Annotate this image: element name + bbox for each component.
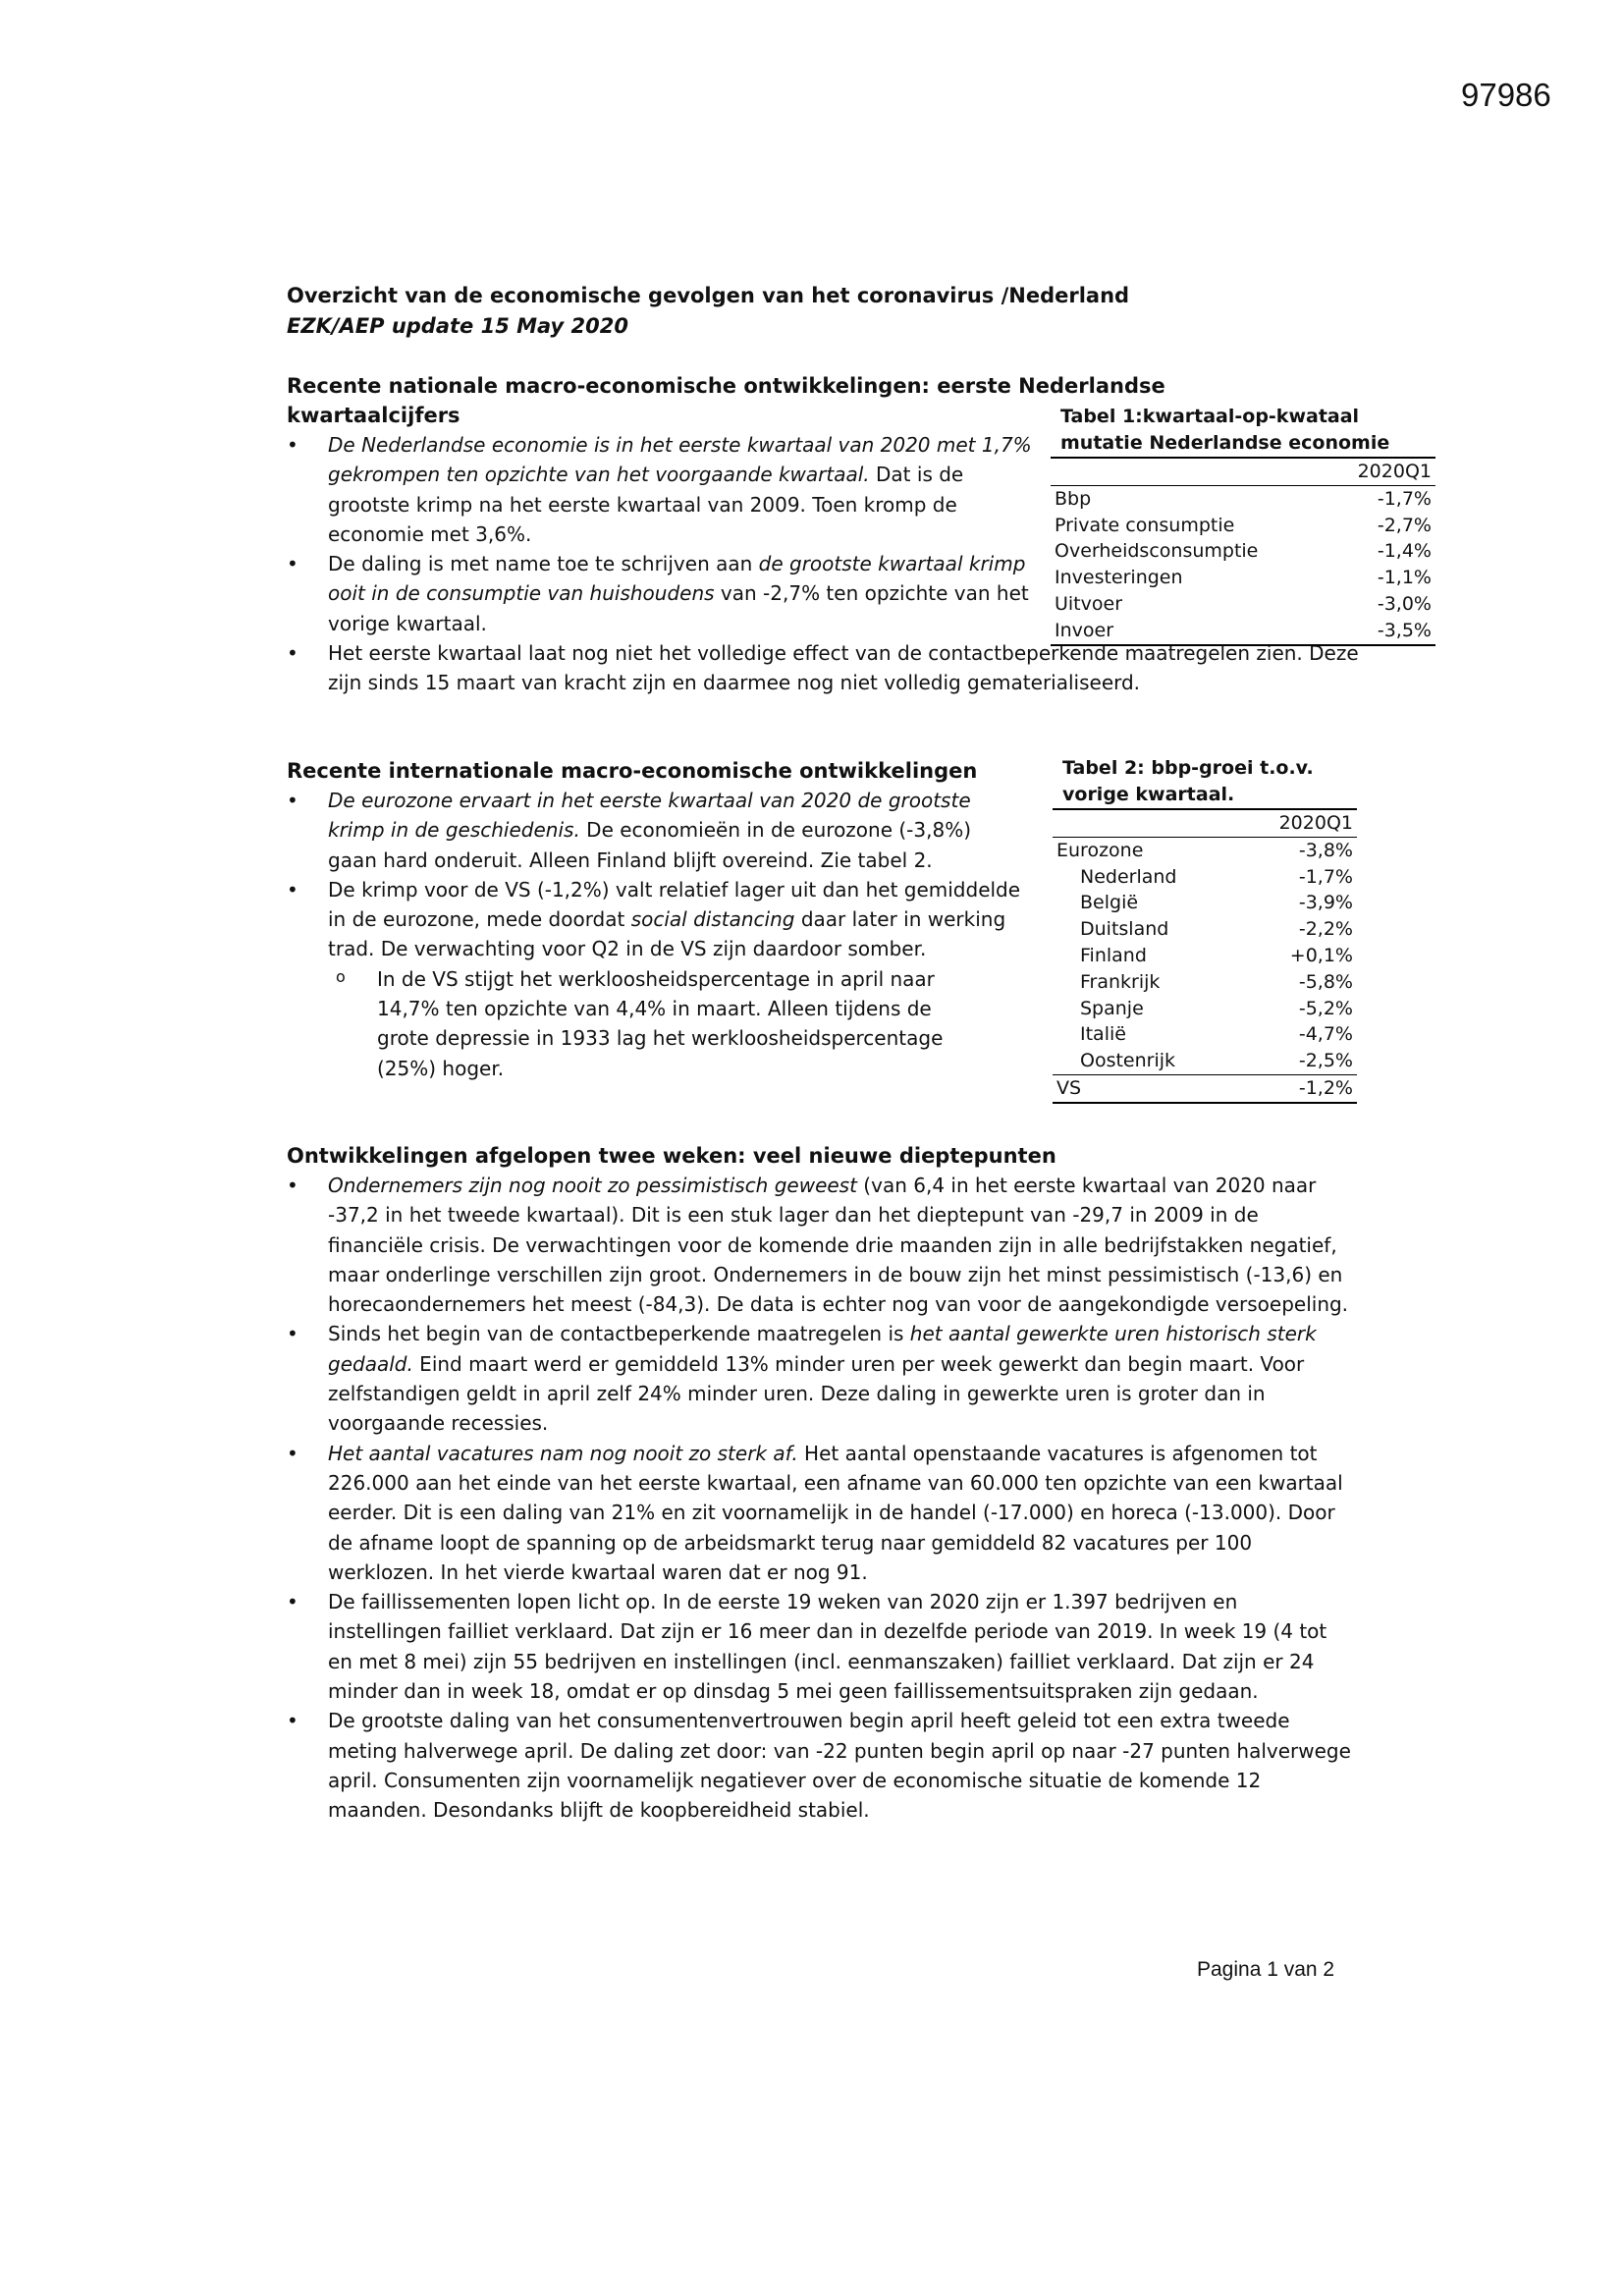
table-2 [1053,755,1357,1104]
table-row: Eurozone -3,8% [1056,839,1353,861]
table-row: Oostenrijk -2,5% [1080,1050,1353,1072]
section-international-heading: Recente internationale macro-economische ontwikkelingen [287,759,978,783]
section-recent-weeks [287,1141,1357,1826]
table-row: Bbp -1,7% [1055,487,1432,510]
list-item: • Het eerste kwartaal laat nog niet het volledige effect van de contactbeperkende maatregelen zien. Deze zijn sinds 15 maart van kracht zijn en daarmee nog niet volledig gematerialiseerd. [287,638,1359,698]
list-item: • De krimp voor de VS (-1,2%) valt relatief lager uit dan het gemiddelde in de eurozone, mede doordat social distancing daar later in werking trad. De verwachting voor Q2 in de VS zijn daardoor somber. o In de VS stijgt het werkloosheidspercentage in april naar 14,7% ten opzichte van 4,4% in maart. Alleen tijdens de grote depressie in 1933 lag het werkloosheidspercentage (25%) hoger. [287,875,1025,1083]
table-row: Italië -4,7% [1080,1023,1353,1046]
section-recent-weeks-bullets [287,1171,1357,1826]
table-1 [1051,404,1435,646]
document-title: Overzicht van de economische gevolgen van het coronavirus /Nederland [287,284,1130,307]
list-item: • Het aantal vacatures nam nog nooit zo sterk af. Het aantal openstaande vacatures is afgenomen tot 226.000 aan het einde van het eerste kwartaal, een afname van 60.000 ten opzichte van een kwartaal eerder. Dit is een daling van 21% en zit voornamelijk in de handel (-17.000) en horeca (-13.000). Door de afname loopt de spanning op de arbeidsmarkt terug naar gemiddeld 82 vacatures per 100 werklozen. In het vierde kwartaal waren dat er nog 91. [287,1439,1357,1587]
list-item: • De daling is met name toe te schrijven aan de grootste kwartaal krimp ooit in de consumptie van huishoudens van -2,7% ten opzichte van het vorige kwartaal. [287,549,1033,638]
table-2-grid [1053,808,1357,1104]
table-header: 2020Q1 [1238,809,1357,837]
section-national-heading: Recente nationale macro-economische ontwikkelingen: eerste Nederlandse kwartaalcijfers [287,374,1165,427]
list-item: • De eurozone ervaart in het eerste kwartaal van 2020 de grootste krimp in de geschiedenis. De economieën in de eurozone (-3,8%) gaan hard onderuit. Alleen Finland blijft overeind. Zie tabel 2. [287,786,1015,875]
table-row: Invoer -3,5% [1051,618,1435,645]
table-1-grid [1051,457,1435,646]
table-row: Duitsland -2,2% [1080,918,1353,941]
document-number: 97986 [1461,77,1551,113]
table-row: Overheidsconsumptie -1,4% [1055,540,1432,563]
table-header: 2020Q1 [1328,458,1435,485]
page-number: Pagina 1 van 2 [1197,1958,1335,1981]
list-item: o In de VS stijgt het werkloosheidspercentage in april naar 14,7% ten opzichte van 4,4% in maart. Alleen tijdens de grote depressie in 1933 lag het werkloosheidspercentage (25%) hoger. [328,964,986,1083]
table-row: Nederland -1,7% [1080,865,1353,888]
table-row: Uitvoer -3,0% [1055,592,1432,615]
section-international-bullets [287,786,1033,1083]
table-1-caption: Tabel 1:kwartaal-op-kwataal mutatie Nederlandse economie [1060,406,1390,454]
section-international [287,756,1033,1083]
table-row: Finland +0,1% [1080,944,1353,966]
list-item: • De Nederlandse economie is in het eerste kwartaal van 2020 met 1,7% gekrompen ten opzichte van het voorgaande kwartaal. Dat is de grootste krimp na het eerste kwartaal van 2009. Toen kromp de economie met 3,6%. [287,430,1033,549]
table-row: VS -1,2% [1053,1074,1357,1102]
table-row: Investeringen -1,1% [1055,567,1432,589]
sub-bullets [328,964,1025,1083]
section-recent-weeks-heading: Ontwikkelingen afgelopen twee weken: veel nieuwe dieptepunten [287,1144,1056,1168]
table-row: Private consumptie -2,7% [1055,514,1432,536]
list-item: • Ondernemers zijn nog nooit zo pessimistisch geweest (van 6,4 in het eerste kwartaal van 2020 naar -37,2 in het tweede kwartaal). Dit is een stuk lager dan het dieptepunt van -29,7 in 2009 in de financiële crisis. De verwachtingen voor de komende drie maanden zijn in alle bedrijfstakken negatief, maar onderlinge verschillen zijn groot. Ondernemers in de bouw zijn het minst pessimistisch (-13,6) en horecaondernemers het meest (-84,3). De data is echter nog van voor de aangekondigde versoepeling. [287,1171,1357,1319]
table-row: Spanje -5,2% [1080,997,1353,1019]
list-item: • De faillissementen lopen licht op. In de eerste 19 weken van 2020 zijn er 1.397 bedrijven en instellingen failliet verklaard. Dat zijn er 16 meer dan in dezelfde periode van 2019. In week 19 (4 tot en met 8 mei) zijn 55 bedrijven en instellingen (incl. eenmanszaken) failliet verklaard. Dat zijn er 24 minder dan in week 18, omdat er op dinsdag 5 mei geen faillissementsuitspraken zijn gedaan. [287,1587,1357,1706]
table-2-caption: Tabel 2: bbp-groei t.o.v. vorige kwartaal. [1062,757,1314,805]
table-row: België -3,9% [1080,892,1353,914]
list-item: • De grootste daling van het consumentenvertrouwen begin april heeft geleid tot een extra tweede meting halverwege april. De daling zet door: van -22 punten begin april op naar -27 punten halverwege april. Consumenten zijn voornamelijk negatiever over de economische situatie de komende 12 maanden. Desondanks blijft de koopbereidheid stabiel. [287,1706,1357,1825]
list-item: • Sinds het begin van de contactbeperkende maatregelen is het aantal gewerkte uren historisch sterk gedaald. Eind maart werd er gemiddeld 13% minder uren per week gewerkt dan begin maart. Voor zelfstandigen geldt in april zelf 24% minder uren. Deze daling in gewerkte uren is groter dan in voorgaande recessies. [287,1319,1357,1438]
table-row: Frankrijk -5,8% [1080,970,1353,993]
document-subtitle: EZK/AEP update 15 May 2020 [287,314,628,338]
